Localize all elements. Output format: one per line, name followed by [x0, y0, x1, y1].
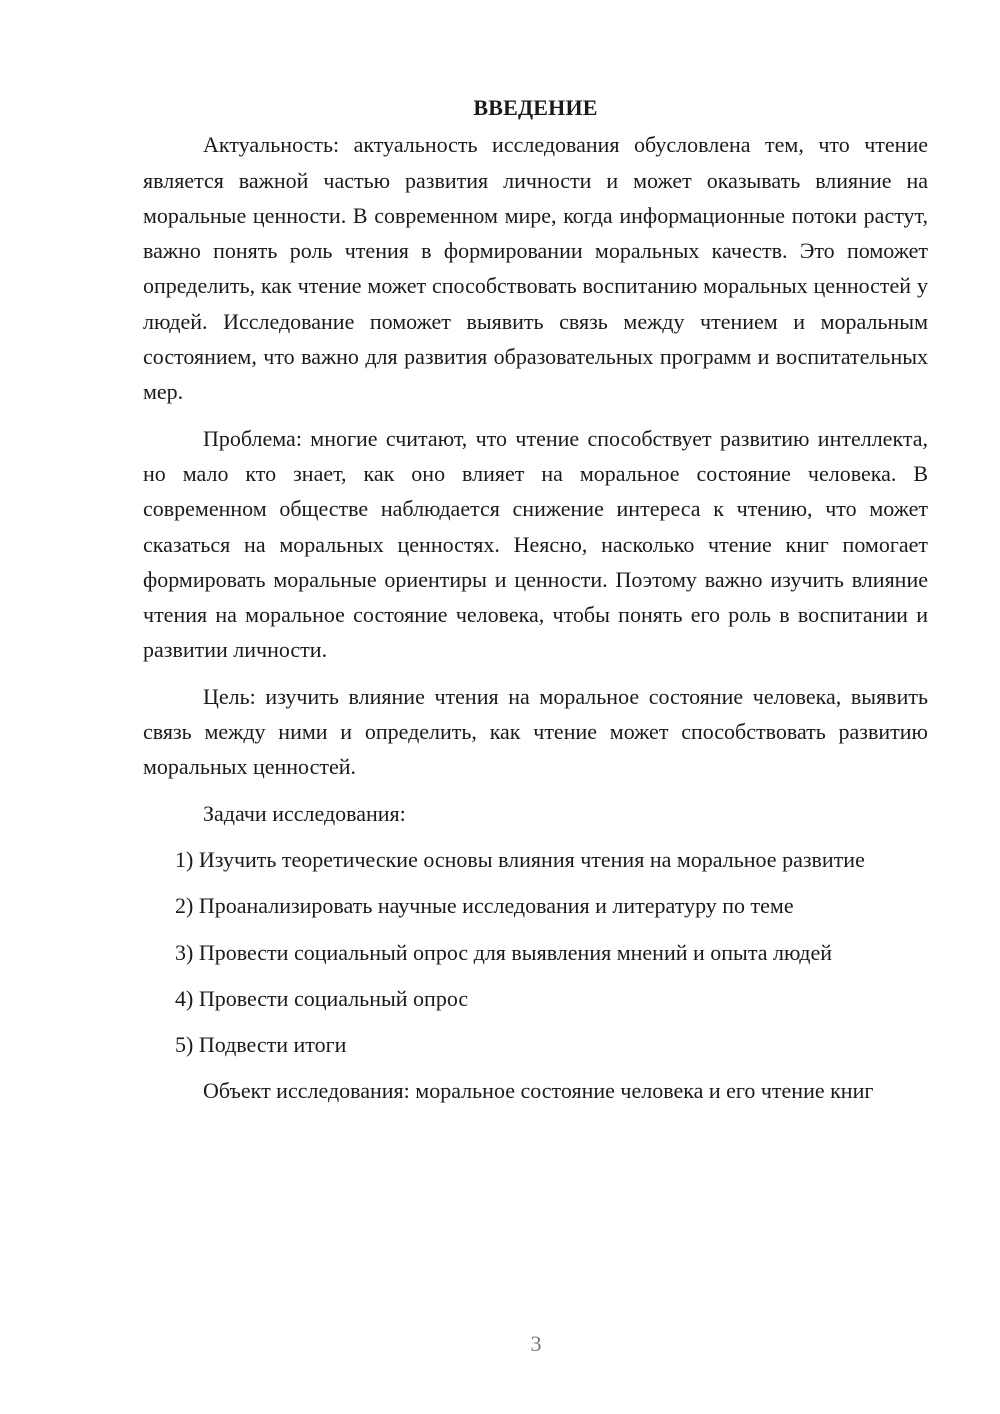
task-item: 1) Изучить теоретические основы влияния чтения на моральное развитие — [175, 846, 865, 872]
tasks-heading: Задачи исследования: — [203, 800, 406, 826]
section-title: ВВЕДЕНИЕ — [473, 95, 598, 120]
paragraph-goal: Цель: изучить влияние чтения на моральное состояние человека, выявить связь между ними и определить, как чтение может способствовать развитию моральных ценностей. — [143, 683, 928, 780]
paragraph-object: Объект исследования: моральное состояние человека и его чтение книг — [203, 1078, 874, 1104]
paragraph-problem: Проблема: многие считают, что чтение способствует развитию интеллекта, но мало кто знает, как оно влияет на моральное состояние человека. В современном обществе наблюдается снижение интереса к чтению, что может сказаться на моральных ценностях. Неясно, насколько чтение книг помогает формировать моральные ориентиры и ценности. Поэтому важно изучить влияние чтения на моральное состояние человека, чтобы понять его роль в воспитании и развитии личности. — [143, 425, 928, 663]
task-item: 2) Проанализировать научные исследования и литературу по теме — [175, 893, 794, 919]
tasks-list — [143, 842, 928, 1062]
page-content — [143, 90, 928, 1120]
task-item: 5) Подвести итоги — [175, 1032, 347, 1058]
page-number: 3 — [530, 1331, 542, 1356]
task-item: 4) Провести социальный опрос — [175, 985, 469, 1011]
paragraph-relevance: Актуальность: актуальность исследования обусловлена тем, что чтение является важной частью развития личности и может оказывать влияние на моральные ценности. В современном мире, когда информационные потоки растут, важно понять роль чтения в формировании моральных качеств. Это поможет определить, как чтение может способствовать воспитанию моральных ценностей у людей. Исследование поможет выявить связь между чтением и моральным состоянием, что важно для развития образовательных программ и воспитательных мер. — [143, 132, 928, 405]
task-item: 3) Провести социальный опрос для выявления мнений и опыта людей — [175, 939, 833, 965]
